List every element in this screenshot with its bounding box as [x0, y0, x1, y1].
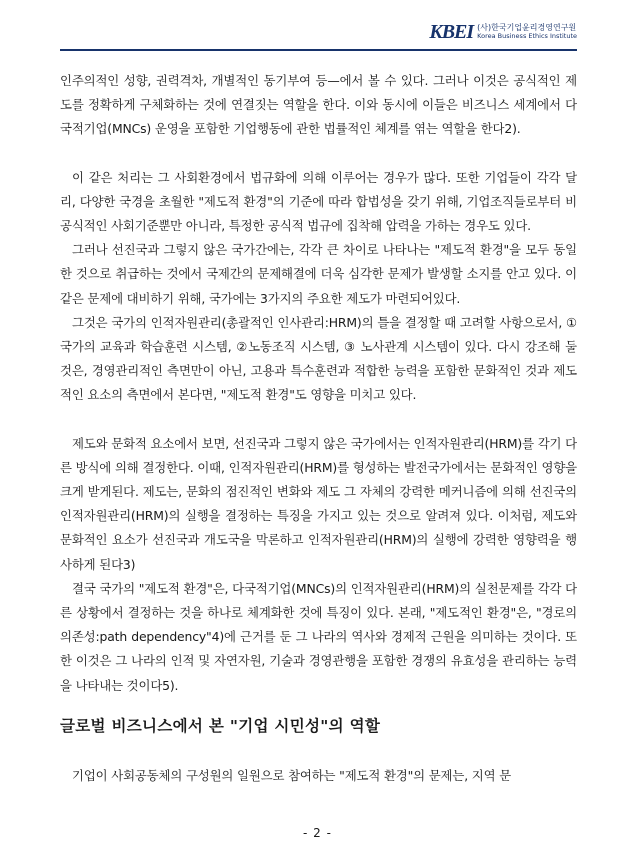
logo-text [477, 22, 577, 40]
org-name-english: Korea Business Ethics Institute [477, 32, 577, 40]
paragraph-5: 제도와 문화적 요소에서 보면, 선진국과 그렇지 않은 국가에서는 인적자원관리(HRM)를 각기 다른 방식에 의해 결정한다. 이때, 인적자원관리(HRM)를 형성하는 발전국가에서는 문화적인 영향을 크게 받게된다. 제도는, 문화의 점진적인 변화와 제도 그 자체의 강력한 메커니즘에 의해 선진국의 인적자원관리(HRM)의 실행을 결정하는 특징을 가지고 있는 것으로 알려져 있다. 이처럼, 제도와 문화적인 요소가 선진국과 개도국을 막론하고 인적자원관리(HRM)의 실행에 강력한 영향력을 행사하게 된다3) [60, 435, 577, 572]
paragraph-gap [60, 408, 577, 432]
paragraph-4: 그것은 국가의 인적자원관리(총괄적인 인사관리:HRM)의 틀을 결정할 때 고려할 사항으로서, ①국가의 교육과 학습훈련 시스템, ②노동조직 시스템, ③ 노사관계 시스템이 있다. 다시 강조해 둘 것은, 경영관리적인 측면만이 아닌, 고용과 특수훈련과 적합한 능력을 포함한 문화적인 것과 제도적인 요소의 측면에서 본다면, "제도적 환경"도 영향을 미치고 있다. [60, 314, 577, 403]
paragraph-gap [60, 142, 577, 166]
org-name-korean: (사)한국기업윤리경영연구원 [477, 23, 577, 32]
paragraph-7: 기업이 사회공동체의 구성원의 일원으로 참여하는 "제도적 환경"의 문제는, 지역 문 [72, 767, 512, 783]
section-gap [60, 738, 577, 764]
section-title: 글로벌 비즈니스에서 본 "기업 시민성"의 역할 [60, 716, 381, 735]
page-header [60, 22, 577, 54]
paragraph-3: 그러나 선진국과 그렇지 않은 국가간에는, 각각 큰 차이로 나타나는 "제도적 환경"을 모두 동일한 것으로 취급하는 것에서 국제간의 문제해결에 더욱 심각한 문제가 발생할 소지를 안고 있다. 이 같은 문제에 대비하기 위해, 국가에는 3가지의 주요한 제도가 마련되어있다. [60, 242, 577, 306]
paragraph-1: 인주의적인 성향, 권력격차, 개별적인 동기부여 등—에서 볼 수 있다. 그러나 이것은 공식적인 제도를 정확하게 구체화하는 것에 연결짓는 역할을 한다. 이와 동시에 이들은 비즈니스 세계에서 다국적기업(MNCs) 운영을 포함한 기업행동에 관한 법률적인 체계를 엮는 역할을 한다2). [60, 73, 577, 137]
page-number: - 2 - [303, 826, 332, 840]
paragraph-2: 이 같은 처리는 그 사회환경에서 법규화에 의해 이루어는 경우가 많다. 또한 기업들이 각각 달리, 다양한 국경을 초월한 "제도적 환경"의 기준에 따라 합법성을 갖기 위해, 기업조직들로부터 비공식적인 사회기준뿐만 아니라, 특정한 공식적 법규에 집착해 압력을 가하는 경우도 있다. [60, 169, 577, 234]
header-divider [60, 49, 577, 51]
kbei-logo [429, 22, 577, 42]
paragraph-6: 결국 국가의 "제도적 환경"은, 다국적기업(MNCs)의 인적자원관리(HRM)의 실천문제를 각각 다른 상황에서 결정하는 것을 하나로 체계화한 것에 특징이 있다. 본래, "제도적인 환경"은, "경로의 의존성:path dependency"4)에 근거를 둔 그 나라의 역사와 경제적 근원을 의미하는 것이다. 또한 이것은 그 나라의 인적 및 자연자원, 기술과 경영관행을 포함한 경쟁의 유효성을 관리하는 능력을 나타내는 것이다5). [60, 580, 577, 693]
body-text [60, 69, 577, 788]
section-gap [60, 698, 577, 714]
logo-mark: KBEI [429, 21, 474, 43]
